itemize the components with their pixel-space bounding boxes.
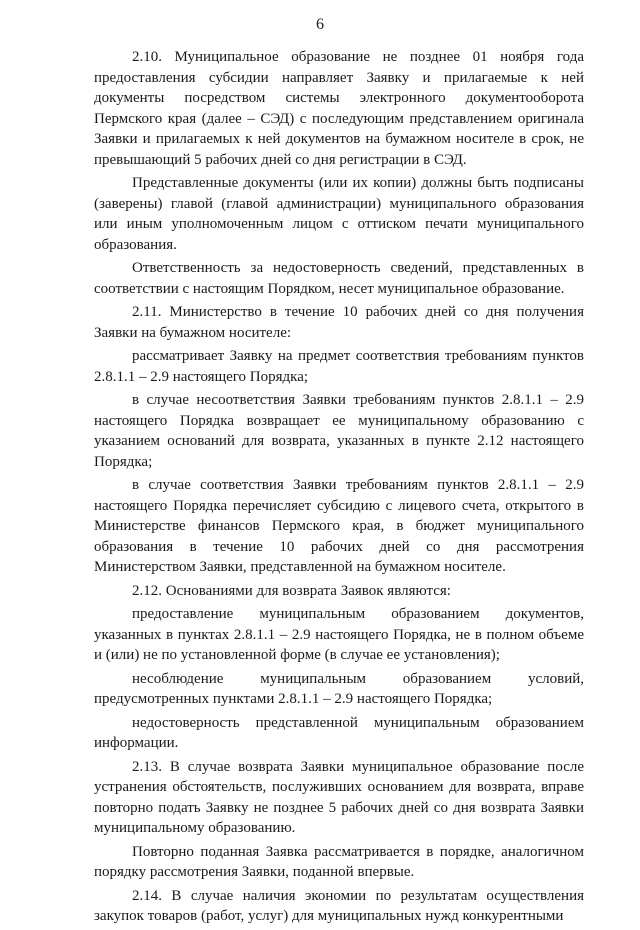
paragraph-2-11-transfer: в случае соответствия Заявки требованиям пунктов 2.8.1.1 – 2.9 настоящего Порядка перечисляет субсидию с лицевого счета, открытого в Министерстве финансов Пермского края, в бюджет муниципального образования в течение 10 рабочих дней со дня рассмотрения Министерством Заявки, представленной на бумажном носителе. (94, 477, 584, 575)
paragraph-2-12-unreliable: недостоверность представленной муниципальным образованием информации. (94, 714, 584, 751)
page-number: 6 (316, 16, 324, 33)
paragraph-2-11-return: в случае несоответствия Заявки требованиям пунктов 2.8.1.1 – 2.9 настоящего Порядка возвращает ее муниципальному образованию с указанием оснований для возврата, указанных в пункте 2.12 настоящего Порядка; (94, 392, 584, 470)
paragraph-resubmission: Повторно поданная Заявка рассматривается в порядке, аналогичном порядку рассмотрения Заявки, поданной впервые. (94, 843, 584, 880)
paragraph-2-10: 2.10. Муниципальное образование не позднее 01 ноября года предоставления субсидии направляет Заявку и прилагаемые к ней документы посредством системы электронного документооборота Пермского края (далее – СЭД) с последующим представлением оригинала Заявки и прилагаемых к ней документов на бумажном носителе в срок, не превышающий 5 рабочих дней со дня регистрации в СЭД. (94, 49, 584, 168)
paragraph-responsibility: Ответственность за недостоверность сведений, представленных в соответствии с настоящим Порядком, несет муниципальное образование. (94, 260, 584, 297)
paragraph-2-12-incomplete: предоставление муниципальным образованием документов, указанных в пунктах 2.8.1.1 – 2.9 настоящего Порядка, не в полном объеме и (или) не по установленной форме (в случае ее установления); (94, 606, 584, 663)
paragraph-2-12-noncompliance: несоблюдение муниципальным образованием условий, предусмотренных пунктами 2.8.1.1 – 2.9 настоящего Порядка; (94, 670, 584, 707)
paragraph-2-13: 2.13. В случае возврата Заявки муниципальное образование после устранения обстоятельств, послуживших основанием для возврата, вправе повторно подать Заявку не позднее 5 рабочих дней со дня возврата Заявки муниципальному образованию. (94, 758, 584, 836)
paragraph-2-11: 2.11. Министерство в течение 10 рабочих дней со дня получения Заявки на бумажном носителе: (94, 304, 584, 341)
paragraph-2-14: 2.14. В случае наличия экономии по результатам осуществления закупок товаров (работ, услуг) для муниципальных нужд конкурентными (94, 887, 584, 924)
document-body (94, 47, 584, 930)
paragraph-2-11-review: рассматривает Заявку на предмет соответствия требованиям пунктов 2.8.1.1 – 2.9 настоящего Порядка; (94, 348, 584, 385)
paragraph-documents-signed: Представленные документы (или их копии) должны быть подписаны (заверены) главой (главой администрации) муниципального образования или иным уполномоченным лицом с оттиском печати муниципального образования. (94, 175, 584, 253)
paragraph-2-12: 2.12. Основаниями для возврата Заявок являются: (132, 582, 451, 599)
